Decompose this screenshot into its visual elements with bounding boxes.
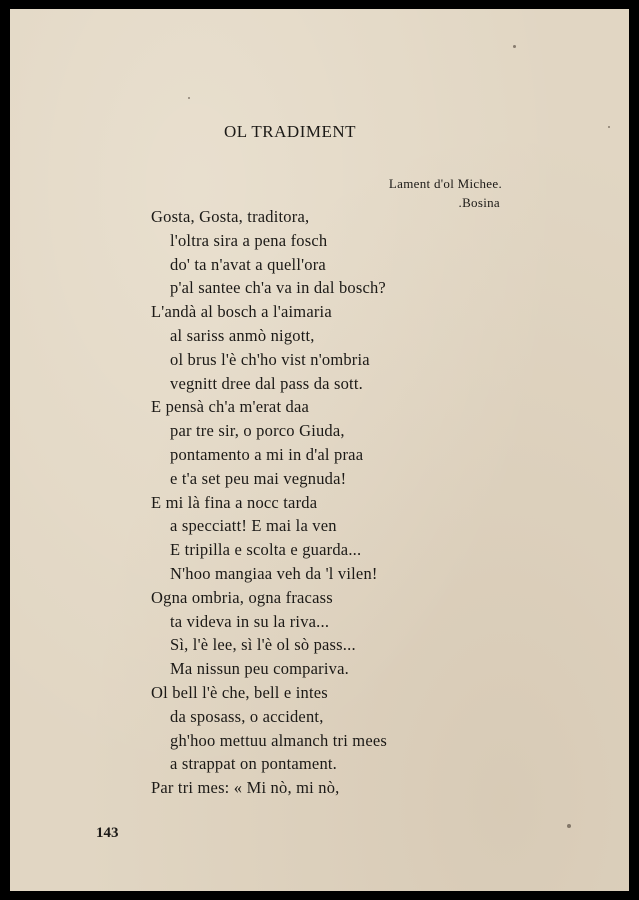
poem-line: ta videva in su la riva... [170,611,330,631]
poem-line: Gosta, Gosta, traditora, [151,207,310,226]
poem-line: E tripilla e scolta e guarda... [170,540,362,560]
poem-line: al sariss anmò nigott, [170,325,315,345]
poem-line: N'hoo mangiaa veh da 'l vilen! [170,563,378,583]
poem-subtitle: Lament d'ol Michee. [388,176,502,191]
poem-line: a strappat on pontament. [170,754,338,774]
poem-line: L'andà al bosch a l'aimaria [151,302,332,322]
paper-speck [513,45,516,48]
poem-line: e t'a set peu mai vegnuda! [170,468,347,488]
book-page [10,9,629,891]
poem-line: Sì, l'è lee, sì l'è ol sò pass... [170,635,356,655]
poem-line: gh'hoo mettuu almanch tri mees [170,730,388,750]
poem-line: ol brus l'è ch'ho vist n'ombria [170,349,370,369]
poem-line: Ma nissun peu compariva. [170,659,349,679]
poem-line: vegnitt dree dal pass da sott. [170,373,363,393]
poem-line: l'oltra sira a pena fosch [170,230,328,250]
paper-speck [567,824,571,828]
poem-line: par tre sir, o porco Giuda, [170,421,345,441]
poem-line: pontamento a mi in d'al praa [170,444,364,464]
poem-line: Par tri mes: « Mi nò, mi nò, [151,778,340,798]
poem-body [151,205,387,800]
poem-title: OL TRADIMENT [223,122,357,141]
poem-author: .Bosina [458,195,500,210]
poem-line: do' ta n'avat a quell'ora [170,254,326,274]
poem-line: E mi là fina a nocc tarda [151,492,318,512]
poem-line: Ogna ombria, ogna fracass [151,587,333,607]
poem-line: Ol bell l'è che, bell e intes [151,682,328,702]
poem-line: p'al santee ch'a va in dal bosch? [170,278,386,298]
page-number: 143 [96,825,119,841]
paper-speck [188,97,190,99]
poem-line: a specciatt! E mai la ven [170,516,337,536]
poem-line: da sposass, o accident, [170,706,324,726]
poem-line: E pensà ch'a m'erat daa [151,397,310,417]
paper-speck [608,126,610,128]
